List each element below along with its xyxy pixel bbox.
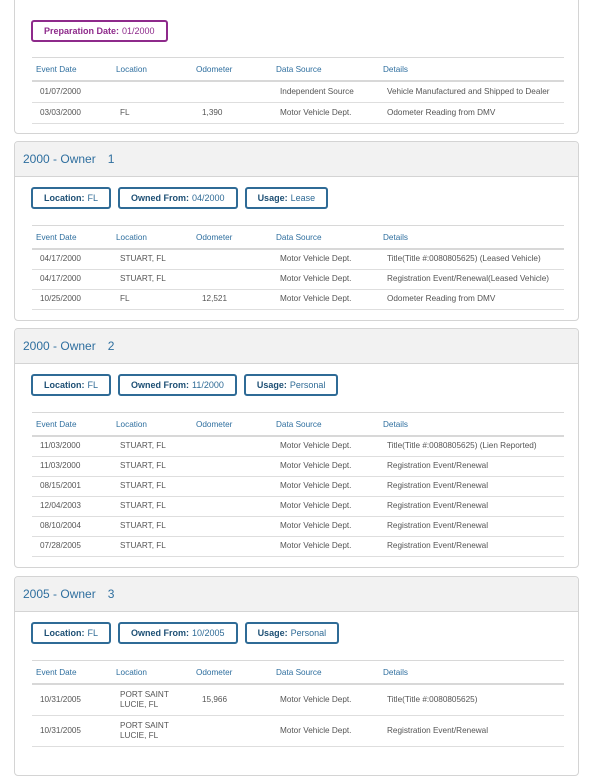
owner-title: 2005 - Owner [23, 587, 96, 601]
col-event-date: Event Date [32, 226, 112, 250]
odometer-cell [192, 516, 272, 536]
badge-label: Owned From: [131, 628, 190, 638]
details-cell: Odometer Reading from DMV [379, 289, 564, 309]
owner-panel-3 [14, 576, 579, 776]
col-data-source: Data Source [272, 226, 379, 250]
table-row [32, 81, 564, 102]
badge-value: 01/2000 [122, 26, 155, 36]
col-location: Location [112, 661, 192, 685]
data-source-cell: Independent Source [272, 81, 379, 102]
col-details: Details [379, 226, 564, 250]
odometer-cell [192, 456, 272, 476]
history-table [32, 57, 564, 124]
location-cell: STUART, FL [112, 496, 192, 516]
table-row [32, 249, 564, 269]
odometer-cell [192, 249, 272, 269]
table-row [32, 715, 564, 746]
data-source-cell: Motor Vehicle Dept. [272, 536, 379, 556]
event-date-cell: 01/07/2000 [32, 81, 112, 102]
odometer-cell [192, 536, 272, 556]
preparation-panel [14, 0, 579, 134]
location-cell: STUART, FL [112, 456, 192, 476]
col-location: Location [112, 58, 192, 82]
table-row [32, 516, 564, 536]
badge-label: Usage: [257, 628, 288, 638]
event-date-cell: 03/03/2000 [32, 102, 112, 123]
event-date-cell: 10/31/2005 [32, 684, 112, 715]
col-event-date: Event Date [32, 661, 112, 685]
location-cell: STUART, FL [112, 436, 192, 456]
location-cell [112, 81, 192, 102]
data-source-cell: Motor Vehicle Dept. [272, 249, 379, 269]
badge-label: Usage: [257, 193, 288, 203]
location-badge [31, 622, 111, 644]
event-date-cell: 10/25/2000 [32, 289, 112, 309]
owner-header [15, 329, 578, 364]
owner-header [15, 142, 578, 177]
col-details: Details [379, 58, 564, 82]
badge-label: Owned From: [131, 380, 190, 390]
data-source-cell: Motor Vehicle Dept. [272, 102, 379, 123]
badge-value: Personal [289, 380, 326, 390]
data-source-cell: Motor Vehicle Dept. [272, 516, 379, 536]
col-event-date: Event Date [32, 58, 112, 82]
location-badge [31, 187, 111, 209]
odometer-cell [192, 715, 272, 746]
badge-label: Usage: [256, 380, 287, 390]
event-date-cell: 07/28/2005 [32, 536, 112, 556]
table-row [32, 496, 564, 516]
odometer-cell [192, 496, 272, 516]
badge-value: Lease [290, 193, 316, 203]
col-data-source: Data Source [272, 58, 379, 82]
location-cell: FL [112, 102, 192, 123]
details-cell: Registration Event/Renewal [379, 476, 564, 496]
col-odometer: Odometer [192, 661, 272, 685]
col-location: Location [112, 413, 192, 437]
event-date-cell: 08/15/2001 [32, 476, 112, 496]
location-cell: STUART, FL [112, 269, 192, 289]
history-table [32, 412, 564, 557]
details-cell: Registration Event/Renewal [379, 456, 564, 476]
odometer-cell: 1,390 [192, 102, 272, 123]
details-cell: Registration Event/Renewal [379, 536, 564, 556]
odometer-cell [192, 476, 272, 496]
details-cell: Registration Event/Renewal [379, 516, 564, 536]
odometer-cell: 15,966 [192, 684, 272, 715]
owned-from-badge [118, 187, 238, 209]
owner-title: 2000 - Owner [23, 339, 96, 353]
table-row [32, 536, 564, 556]
usage-badge [245, 187, 329, 209]
col-details: Details [379, 661, 564, 685]
history-table [32, 225, 564, 310]
badge-value: FL [87, 380, 99, 390]
event-date-cell: 04/17/2000 [32, 249, 112, 269]
odometer-cell [192, 269, 272, 289]
usage-badge [244, 374, 339, 396]
table-row [32, 684, 564, 715]
details-cell: Odometer Reading from DMV [379, 102, 564, 123]
col-odometer: Odometer [192, 226, 272, 250]
usage-badge [245, 622, 340, 644]
odometer-cell [192, 81, 272, 102]
data-source-cell: Motor Vehicle Dept. [272, 436, 379, 456]
data-source-cell: Motor Vehicle Dept. [272, 456, 379, 476]
history-table [32, 660, 564, 747]
badge-value: FL [87, 628, 99, 638]
location-cell: PORT SAINT LUCIE, FL [112, 715, 192, 746]
details-cell: Vehicle Manufactured and Shipped to Dealer [379, 81, 564, 102]
event-date-cell: 10/31/2005 [32, 715, 112, 746]
badge-label: Preparation Date: [44, 26, 120, 36]
location-cell: STUART, FL [112, 476, 192, 496]
badge-label: Location: [44, 193, 85, 203]
owner-number: 3 [107, 587, 115, 601]
data-source-cell: Motor Vehicle Dept. [272, 289, 379, 309]
odometer-cell: 12,521 [192, 289, 272, 309]
event-date-cell: 08/10/2004 [32, 516, 112, 536]
owner-title: 2000 - Owner [23, 152, 96, 166]
table-row [32, 102, 564, 123]
owner-number: 2 [107, 339, 115, 353]
badge-value: 11/2000 [192, 380, 224, 390]
badge-value: FL [87, 193, 99, 203]
col-data-source: Data Source [272, 661, 379, 685]
data-source-cell: Motor Vehicle Dept. [272, 715, 379, 746]
badge-label: Location: [44, 628, 85, 638]
details-cell: Title(Title #:0080805625) (Leased Vehicle) [379, 249, 564, 269]
col-event-date: Event Date [32, 413, 112, 437]
badge-value: 10/2005 [192, 628, 225, 638]
owner-panel-1 [14, 141, 579, 321]
location-cell: STUART, FL [112, 516, 192, 536]
owned-from-badge [118, 374, 237, 396]
table-row [32, 269, 564, 289]
owned-from-badge [118, 622, 238, 644]
col-odometer: Odometer [192, 413, 272, 437]
location-badge [31, 374, 111, 396]
details-cell: Title(Title #:0080805625) [379, 684, 564, 715]
details-cell: Registration Event/Renewal [379, 715, 564, 746]
table-row [32, 289, 564, 309]
col-data-source: Data Source [272, 413, 379, 437]
event-date-cell: 11/03/2000 [32, 456, 112, 476]
details-cell: Title(Title #:0080805625) (Lien Reported) [379, 436, 564, 456]
owner-panel-2 [14, 328, 579, 568]
data-source-cell: Motor Vehicle Dept. [272, 269, 379, 289]
preparation-date-badge [31, 20, 168, 42]
data-source-cell: Motor Vehicle Dept. [272, 684, 379, 715]
table-row [32, 476, 564, 496]
table-row [32, 436, 564, 456]
col-details: Details [379, 413, 564, 437]
odometer-cell [192, 436, 272, 456]
event-date-cell: 12/04/2003 [32, 496, 112, 516]
details-cell: Registration Event/Renewal(Leased Vehicle) [379, 269, 564, 289]
location-cell: FL [112, 289, 192, 309]
col-odometer: Odometer [192, 58, 272, 82]
badge-label: Location: [44, 380, 85, 390]
owner-number: 1 [107, 152, 115, 166]
event-date-cell: 04/17/2000 [32, 269, 112, 289]
table-row [32, 456, 564, 476]
data-source-cell: Motor Vehicle Dept. [272, 476, 379, 496]
location-cell: PORT SAINT LUCIE, FL [112, 684, 192, 715]
location-cell: STUART, FL [112, 536, 192, 556]
badge-label: Owned From: [131, 193, 190, 203]
badge-value: Personal [290, 628, 327, 638]
col-location: Location [112, 226, 192, 250]
data-source-cell: Motor Vehicle Dept. [272, 496, 379, 516]
owner-header [15, 577, 578, 612]
location-cell: STUART, FL [112, 249, 192, 269]
details-cell: Registration Event/Renewal [379, 496, 564, 516]
event-date-cell: 11/03/2000 [32, 436, 112, 456]
badge-value: 04/2000 [192, 193, 225, 203]
